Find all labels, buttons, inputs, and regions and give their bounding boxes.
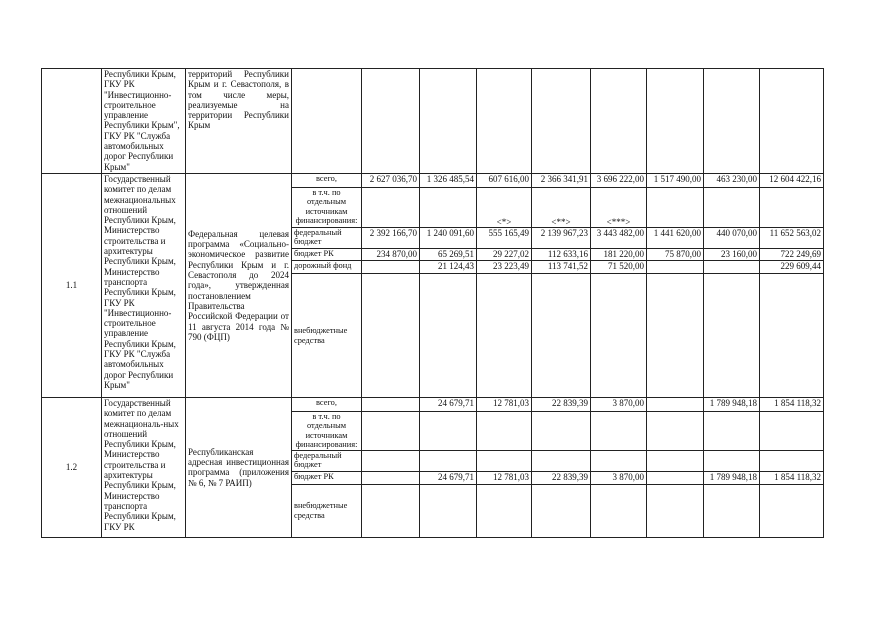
cell-value: 607 616,00: [477, 174, 532, 188]
cell-value: 181 220,00: [591, 249, 647, 261]
cell-value: [704, 412, 760, 451]
cell-source: бюджет РК: [292, 249, 362, 261]
cell-num: [42, 69, 102, 174]
cell-value: [704, 450, 760, 471]
cell-value: 22 839,39: [532, 471, 591, 484]
cell-value: <**>: [532, 188, 591, 228]
cell-value: 65 269,51: [420, 249, 477, 261]
cell-value: [647, 484, 704, 537]
cell-value: [647, 398, 704, 412]
cell-source: федеральный бюджет: [292, 450, 362, 471]
cell-source: в т.ч. по отдельным источникам финансирования:: [292, 188, 362, 228]
cell-value: 1 789 948,18: [704, 471, 760, 484]
cell-value: 1 789 948,18: [704, 398, 760, 412]
cell-value: 112 633,16: [532, 249, 591, 261]
cell-value: 3 696 222,00: [591, 174, 647, 188]
cell-value: [591, 412, 647, 451]
cell-value: [477, 412, 532, 451]
cell-value: [647, 450, 704, 471]
cell-value: 1 441 620,00: [647, 228, 704, 249]
cell-measure: Федеральная целевая программа «Социально-экономическое развитие Республики Крым и г. Севастополя до 2024 года», утвержденная постановлением Правительства Российской Федерации от 11 августа 2014 года № 790 (ФЦП): [186, 174, 292, 398]
cell-source: бюджет РК: [292, 471, 362, 484]
cell-value: 1 854 118,32: [760, 471, 824, 484]
cell-value: [362, 398, 420, 412]
cell-value: [362, 450, 420, 471]
cell-value: 3 870,00: [591, 398, 647, 412]
cell-value: <*>: [477, 188, 532, 228]
cell-value: [591, 274, 647, 398]
cell-responsible: Государственный комитет по делам межнациональ-ных отношений Республики Крым, Министерство строительства и архитектуры Республики Крым, Министерство транспорта Республики Крым, ГКУ РК: [102, 398, 186, 538]
cell-num: 1.2: [42, 398, 102, 538]
cell-value: [760, 188, 824, 228]
cell-value: 23 223,49: [477, 261, 532, 274]
cell-value: [532, 450, 591, 471]
cell-value: 3 443 482,00: [591, 228, 647, 249]
cell-value: 1 854 118,32: [760, 398, 824, 412]
cell-value: [532, 484, 591, 537]
cell-value: [362, 484, 420, 537]
program-table: [41, 68, 824, 538]
cell-source: в т.ч. по отдельным источникам финансирования:: [292, 412, 362, 451]
cell-value: 24 679,71: [420, 471, 477, 484]
cell-value: 440 070,00: [704, 228, 760, 249]
cell-source: всего,: [292, 174, 362, 188]
cell-value: 3 870,00: [591, 471, 647, 484]
cell-value: [362, 188, 420, 228]
cell-value: [362, 261, 420, 274]
cell-value: 1 326 485,54: [420, 174, 477, 188]
cell-value: [420, 450, 477, 471]
cell-value: [362, 412, 420, 451]
cell-value: [477, 484, 532, 537]
cell-value: [532, 274, 591, 398]
cell-value: 12 781,03: [477, 398, 532, 412]
cell-value: [760, 274, 824, 398]
cell-value: 21 124,43: [420, 261, 477, 274]
cell-responsible: Республики Крым, ГКУ РК "Инвестиционно-строительное управление Республики Крым", ГКУ РК "Служба автомобильных дорог Республики Крым": [102, 69, 186, 174]
cell-value: [420, 484, 477, 537]
table-row: [42, 174, 824, 188]
cell-value: [420, 188, 477, 228]
cell-value: [647, 471, 704, 484]
cell-source: дорожный фонд: [292, 261, 362, 274]
cell-value: [647, 412, 704, 451]
cell-source: внебюджетные средства: [292, 484, 362, 537]
cell-measure: Республиканская адресная инвестиционная программа (приложения № 6, № 7 РАИП): [186, 398, 292, 538]
cell-value: 23 160,00: [704, 249, 760, 261]
cell-value: [760, 412, 824, 451]
cell-value: [362, 274, 420, 398]
cell-value: 29 227,02: [477, 249, 532, 261]
cell-value: [591, 484, 647, 537]
cell-measure: территорий Республики Крым и г. Севастополя, в том числе меры, реализуемые на территории Республики Крым: [186, 69, 292, 174]
cell-value: [647, 188, 704, 228]
cell-source: всего,: [292, 398, 362, 412]
cell-value: [420, 274, 477, 398]
cell-source: федеральный бюджет: [292, 228, 362, 249]
section-1-1: [42, 174, 824, 398]
cell-value: [704, 274, 760, 398]
cell-responsible: Государственный комитет по делам межнациональных отношений Республики Крым, Министерство строительства и архитектуры Республики Крым, Министерство транспорта Республики Крым, ГКУ РК "Инвестиционно-строительное управление Республики Крым, ГКУ РК "Служба автомобильных дорог Республики Крым": [102, 174, 186, 398]
cell-source: внебюджетные средства: [292, 274, 362, 398]
cell-value: [760, 484, 824, 537]
cell-value: [647, 261, 704, 274]
cell-value: 1 517 490,00: [647, 174, 704, 188]
cell-value: 12 604 422,16: [760, 174, 824, 188]
cell-value: 2 366 341,91: [532, 174, 591, 188]
cell-value: 22 839,39: [532, 398, 591, 412]
cell-value: 2 392 166,70: [362, 228, 420, 249]
cell-value: [647, 274, 704, 398]
cell-value: 463 230,00: [704, 174, 760, 188]
cell-value: 71 520,00: [591, 261, 647, 274]
cell-value: 722 249,69: [760, 249, 824, 261]
cell-value: 24 679,71: [420, 398, 477, 412]
cell-value: [704, 188, 760, 228]
cell-value: [760, 450, 824, 471]
cell-value: 2 139 967,23: [532, 228, 591, 249]
cell-value: [477, 450, 532, 471]
cell-value: <***>: [591, 188, 647, 228]
table-body: [42, 69, 824, 174]
cell-value: [704, 484, 760, 537]
cell-value: [532, 412, 591, 451]
cell-num: 1.1: [42, 174, 102, 398]
section-1-2: [42, 398, 824, 538]
cell-value: 2 627 036,70: [362, 174, 420, 188]
cell-value: 234 870,00: [362, 249, 420, 261]
cell-value: 229 609,44: [760, 261, 824, 274]
cell-value: 555 165,49: [477, 228, 532, 249]
cell-value: 75 870,00: [647, 249, 704, 261]
cell-value: 113 741,52: [532, 261, 591, 274]
cell-value: [362, 471, 420, 484]
cell-value: [420, 412, 477, 451]
cell-value: [477, 274, 532, 398]
cell-value: [591, 450, 647, 471]
table-row: [42, 398, 824, 412]
cell-value: 11 652 563,02: [760, 228, 824, 249]
table-row: [42, 69, 824, 174]
cell-value: 12 781,03: [477, 471, 532, 484]
cell-value: 1 240 091,60: [420, 228, 477, 249]
cell-value: [704, 261, 760, 274]
